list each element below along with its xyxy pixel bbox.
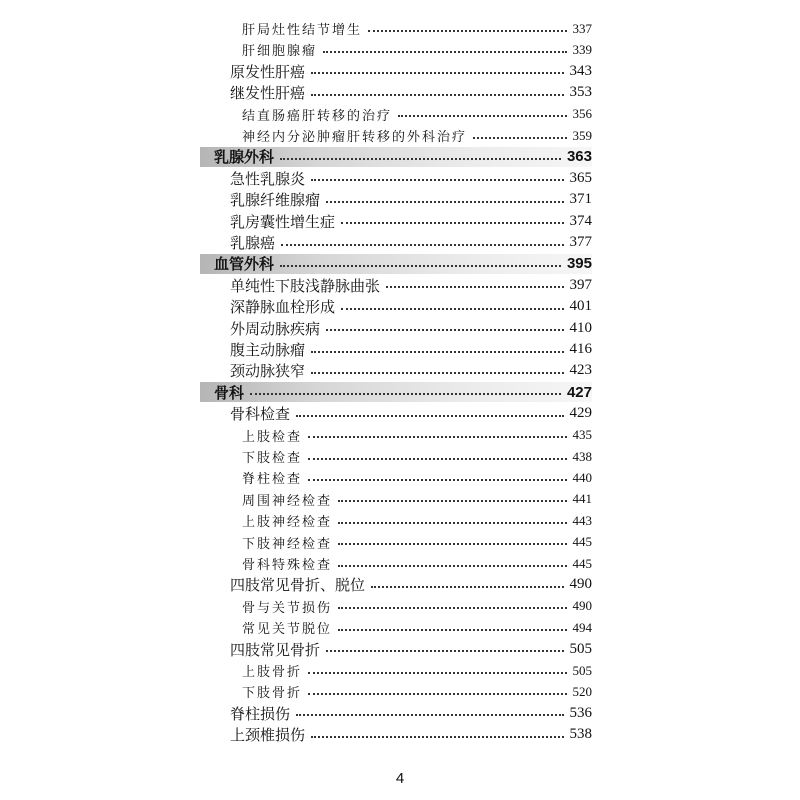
toc-entry-title: 上肢骨折	[242, 665, 303, 680]
toc-entry-row[interactable]	[230, 232, 592, 253]
toc-entry-title: 颈动脉狭窄	[230, 362, 306, 381]
toc-entry-title: 上颈椎损伤	[230, 726, 306, 745]
toc-entry-page: 339	[572, 41, 592, 57]
toc-entry-page: 538	[569, 726, 592, 743]
toc-entry-page: 438	[572, 448, 592, 464]
toc-entry-title: 四肢常见骨折、脱位	[230, 576, 366, 595]
toc-entry-title: 外周动脉疾病	[230, 319, 321, 338]
toc-entry-row[interactable]	[230, 574, 592, 595]
toc-entry-row[interactable]	[230, 296, 592, 317]
toc-entry-title: 结直肠癌肝转移的治疗	[242, 108, 393, 124]
dot-leader	[311, 372, 563, 374]
dot-leader	[280, 265, 561, 267]
toc-entry-title: 原发性肝癌	[230, 62, 306, 81]
toc-entry-title: 骨科	[214, 383, 245, 402]
toc-entry-row[interactable]	[230, 339, 592, 360]
page-number: 4	[395, 770, 405, 787]
toc-entry-row[interactable]	[230, 211, 592, 232]
toc-entry-title: 神经内分泌肿瘤肝转移的外科治疗	[242, 130, 468, 145]
toc-entry-row[interactable]	[230, 703, 592, 724]
toc-entry-title: 腹主动脉瘤	[230, 341, 306, 359]
toc-entry-page: 441	[572, 491, 592, 507]
toc-entry-page: 443	[572, 512, 592, 528]
dot-leader	[338, 522, 566, 524]
toc-entry-page: 445	[572, 555, 592, 571]
dot-leader	[308, 479, 566, 481]
toc-entry-row[interactable]	[242, 425, 592, 446]
toc-entry-row[interactable]	[242, 125, 592, 146]
dot-leader	[368, 30, 566, 32]
toc-entry-row[interactable]	[230, 724, 592, 745]
toc-entry-page: 440	[572, 469, 592, 485]
dot-leader	[326, 329, 563, 331]
dot-leader	[323, 51, 566, 53]
toc-entry-row[interactable]	[242, 18, 592, 39]
toc-entry-row[interactable]	[242, 510, 592, 531]
toc-entry-row[interactable]	[242, 532, 592, 553]
toc-entry-page: 423	[569, 362, 592, 379]
toc-entry-page: 490	[569, 576, 592, 593]
toc-entry-title: 上肢检查	[242, 429, 303, 445]
toc-entry-row[interactable]	[230, 403, 592, 424]
toc-entry-row[interactable]	[230, 189, 592, 210]
toc-section-row[interactable]	[214, 253, 592, 274]
toc-entry-page: 397	[569, 276, 592, 293]
toc-entry-title: 乳腺纤维腺瘤	[230, 191, 321, 210]
toc-entry-row[interactable]	[242, 681, 592, 702]
toc-entry-title: 乳腺外科	[214, 148, 275, 167]
toc-entry-title: 乳腺癌	[230, 234, 276, 252]
toc-entry-page: 353	[569, 84, 592, 101]
dot-leader	[338, 629, 566, 631]
toc-entry-title: 脊柱检查	[242, 472, 303, 488]
toc-entry-page: 427	[566, 383, 592, 401]
toc-entry-title: 乳房囊性增生症	[230, 212, 336, 231]
toc-entry-page: 356	[572, 106, 592, 122]
toc-entry-page: 343	[569, 62, 592, 79]
toc-entry-page: 505	[569, 640, 592, 657]
toc-entry-page: 536	[569, 704, 592, 721]
toc-entry-page: 505	[572, 662, 592, 678]
toc-entry-page: 359	[572, 127, 592, 143]
dot-leader	[250, 393, 561, 395]
toc-entry-row[interactable]	[242, 39, 592, 60]
toc-entry-page: 371	[569, 191, 592, 208]
toc-entry-row[interactable]	[242, 489, 592, 510]
toc-entry-title: 骨科检查	[230, 405, 291, 424]
toc-section-row[interactable]	[214, 146, 592, 167]
toc-entry-row[interactable]	[230, 82, 592, 103]
toc-entry-title: 单纯性下肢浅静脉曲张	[230, 276, 381, 295]
toc-entry-page: 401	[569, 298, 592, 315]
dot-leader	[398, 115, 566, 117]
toc-entry-row[interactable]	[242, 467, 592, 488]
toc-entry-page: 435	[572, 427, 592, 443]
dot-leader	[311, 351, 563, 353]
toc-entry-page: 374	[569, 212, 592, 229]
dot-leader	[308, 458, 566, 460]
dot-leader	[311, 736, 563, 738]
toc-entry-title: 下肢骨折	[242, 686, 303, 702]
toc-entry-title: 下肢检查	[242, 451, 303, 466]
toc-entry-row[interactable]	[230, 360, 592, 381]
dot-leader	[308, 436, 566, 438]
dot-leader	[338, 543, 566, 545]
dot-leader	[296, 714, 563, 716]
toc-entry-title: 血管外科	[214, 255, 275, 274]
dot-leader	[296, 415, 563, 417]
toc-entry-row[interactable]	[242, 104, 592, 125]
dot-leader	[338, 565, 566, 567]
toc-entry-row[interactable]	[230, 639, 592, 660]
dot-leader	[281, 244, 563, 246]
toc-entry-title: 脊柱损伤	[230, 704, 291, 723]
dot-leader	[326, 201, 563, 203]
dot-leader	[311, 179, 563, 181]
toc-entry-page: 377	[569, 234, 592, 250]
dot-leader	[386, 286, 563, 288]
toc-entry-title: 四肢常见骨折	[230, 640, 321, 659]
toc-entry-title: 上肢神经检查	[242, 515, 333, 531]
toc-entry-page: 429	[569, 405, 592, 422]
toc-entry-page: 337	[572, 20, 592, 36]
toc-entry-title: 继发性肝癌	[230, 84, 306, 103]
toc-entry-page: 395	[566, 255, 592, 273]
dot-leader	[311, 94, 563, 96]
toc-entry-title: 下肢神经检查	[242, 536, 333, 552]
toc-entry-title: 急性乳腺炎	[230, 169, 306, 188]
dot-leader	[308, 672, 566, 674]
toc-entry-row[interactable]	[242, 446, 592, 467]
toc-entry-row[interactable]	[242, 596, 592, 617]
dot-leader	[338, 500, 566, 502]
dot-leader	[326, 650, 563, 652]
toc-entry-title: 深静脉血栓形成	[230, 298, 336, 317]
toc-entry-row[interactable]	[230, 318, 592, 339]
toc-entry-row[interactable]	[230, 168, 592, 189]
toc-entry-title: 骨科特殊检查	[242, 558, 333, 573]
toc-entry-row[interactable]	[242, 617, 592, 638]
toc-section-row[interactable]	[214, 382, 592, 403]
toc-entry-page: 363	[566, 148, 592, 166]
toc-entry-page: 445	[572, 534, 592, 550]
toc-entry-row[interactable]	[230, 61, 592, 82]
dot-leader	[311, 72, 563, 74]
toc-entry-row[interactable]	[230, 275, 592, 296]
dot-leader	[280, 158, 561, 160]
dot-leader	[473, 137, 566, 139]
toc-entry-page: 520	[572, 683, 592, 699]
dot-leader	[338, 607, 566, 609]
dot-leader	[341, 222, 563, 224]
toc-entry-page: 365	[569, 169, 592, 186]
toc-entry-title: 骨与关节损伤	[242, 600, 333, 616]
toc-entry-title: 周围神经检查	[242, 493, 333, 509]
dot-leader	[371, 586, 563, 588]
toc-entry-page: 494	[572, 619, 592, 635]
toc-entry-row[interactable]	[242, 553, 592, 574]
toc-entry-page: 410	[569, 319, 592, 336]
toc-entry-title: 肝局灶性结节增生	[242, 23, 363, 38]
toc-entry-page: 490	[572, 598, 592, 614]
toc-entry-row[interactable]	[242, 660, 592, 681]
dot-leader	[341, 308, 563, 310]
toc-entry-page: 416	[569, 341, 592, 357]
toc-entry-title: 肝细胞腺瘤	[242, 44, 318, 60]
toc-entry-title: 常见关节脱位	[242, 622, 333, 638]
dot-leader	[308, 693, 566, 695]
